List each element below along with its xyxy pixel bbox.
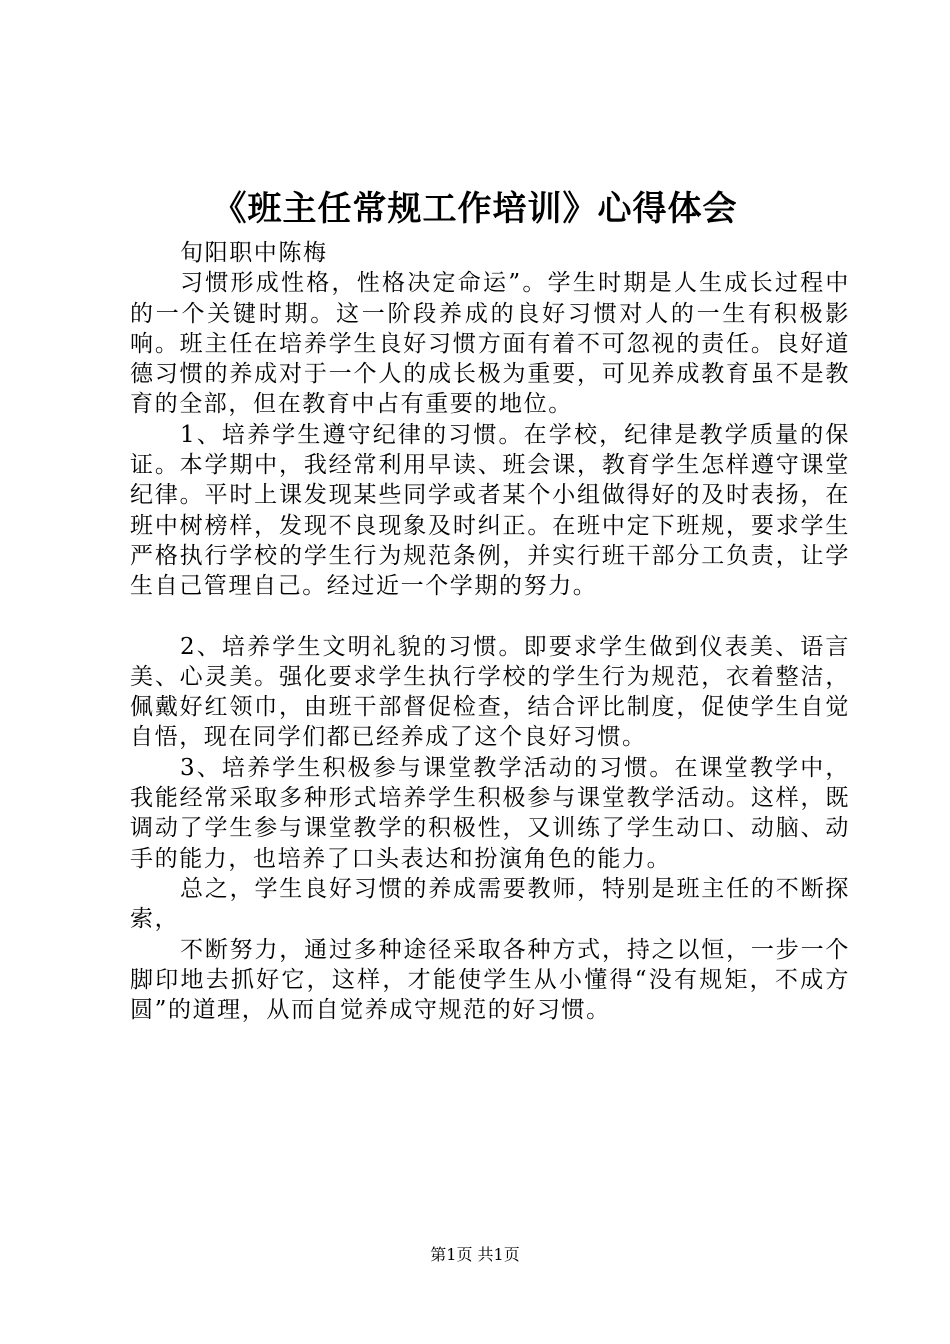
paragraph-intro: 习惯形成性格，性格决定命运”。学生时期是人生成长过程中的一个关键时期。这一阶段养成的良好习惯对人的一生有积极影响。班主任在培养学生良好习惯方面有着不可忽视的责任。良好道德习惯的养成对于一个人的成长极为重要，可见养成教育虽不是教育的全部，但在教育中占有重要的地位。 — [130, 270, 850, 418]
paragraph-courtesy: 2、培养学生文明礼貌的习惯。即要求学生做到仪表美、语言美、心灵美。强化要求学生执行学校的学生行为规范，衣着整洁，佩戴好红领巾，由班干部督促检查，结合评比制度，促使学生自觉自悟，现在同学们都已经养成了这个良好习惯。 — [130, 633, 850, 751]
paragraph-gap — [130, 602, 850, 632]
paragraph-conclusion: 不断努力，通过多种途径采取各种方式，持之以恒，一步一个脚印地去抓好它，这样，才能使学生从小懂得“没有规矩，不成方圆”的道理，从而自觉养成守规范的好习惯。 — [130, 936, 850, 1024]
page-footer: 第1页 共1页 — [430, 1245, 520, 1264]
paragraph-summary: 总之，学生良好习惯的养成需要教师，特别是班主任的不断探索， — [130, 875, 850, 933]
author-line: 旬阳职中陈梅 — [180, 240, 328, 266]
document-title: 《班主任常规工作培训》心得体会 — [212, 189, 738, 229]
paragraph-discipline: 1、培养学生遵守纪律的习惯。在学校，纪律是教学质量的保证。本学期中，我经常利用早读、班会课，教育学生怎样遵守课堂纪律。平时上课发现某些同学或者某个小组做得好的及时表扬，在班中树榜样，发现不良现象及时纠正。在班中定下班规，要求学生严格执行学校的学生行为规范条例，并实行班干部分工负责，让学生自己管理自己。经过近一个学期的努力。 — [130, 421, 850, 600]
paragraph-participation: 3、培养学生积极参与课堂教学活动的习惯。在课堂教学中，我能经常采取多种形式培养学生积极参与课堂教学活动。这样，既调动了学生参与课堂教学的积极性，又训练了学生动口、动脑、动手的能力，也培养了口头表达和扮演角色的能力。 — [130, 754, 850, 872]
document-body — [130, 238, 850, 1025]
